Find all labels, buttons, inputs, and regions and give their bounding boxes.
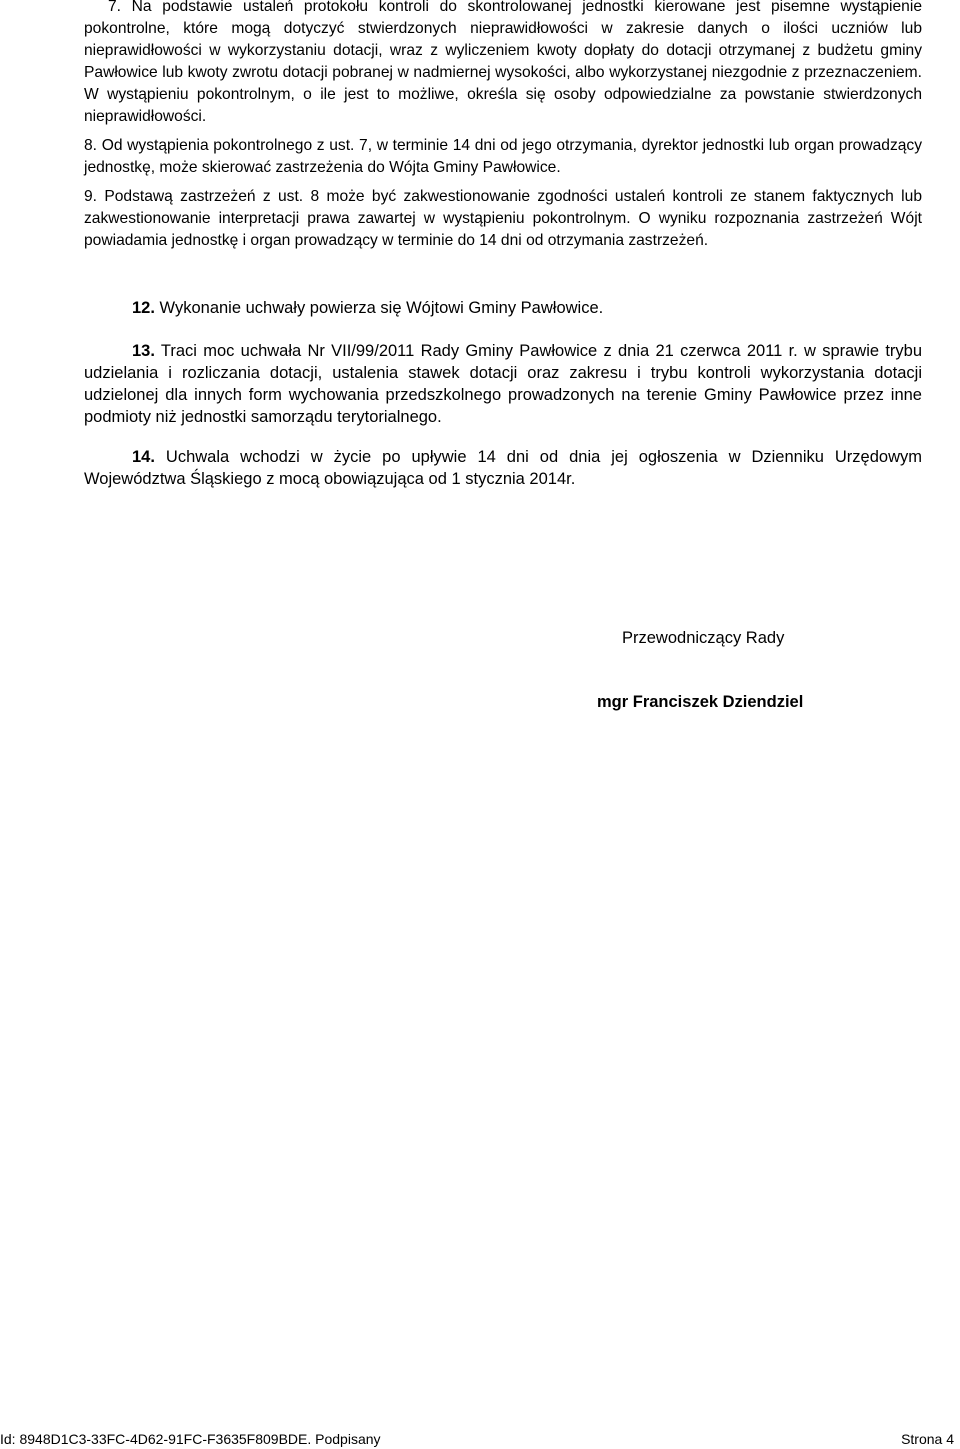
item-number: 7. bbox=[108, 0, 122, 15]
paragraph-13 bbox=[84, 340, 922, 428]
paragraph-12 bbox=[84, 297, 922, 319]
paragraph-text: Uchwala wchodzi w życie po upływie 14 dni od dnia jej ogłoszenia w Dzienniku Urzędowym Województwa Śląskiego z mocą obowiązująca od 1 stycznia 2014r. bbox=[84, 448, 922, 488]
signature-name: mgr Franciszek Dziendziel bbox=[597, 693, 804, 711]
item-number: 8. bbox=[84, 137, 98, 154]
paragraph-number: 13. bbox=[132, 342, 155, 360]
signature-title: Przewodniczący Rady bbox=[622, 629, 785, 647]
item-text: Podstawą zastrzeżeń z ust. 8 może być zakwestionowanie zgodności ustaleń kontroli ze stanem faktycznych lub zakwestionowanie interpretacji prawa zawartej w wystąpieniu pokontrolnym. O wyniku rozpoznania zastrzeżeń Wójt powiadamia jednostkę i organ prowadzący w terminie do 14 dni od otrzymania zastrzeżeń. bbox=[84, 188, 922, 249]
item-text: Od wystąpienia pokontrolnego z ust. 7, w terminie 14 dni od jego otrzymania, dyrektor jednostki lub organ prowadzący jednostkę, może skierować zastrzeżenia do Wójta Gminy Pawłowice. bbox=[84, 137, 923, 176]
footer-page-number: Strona 4 bbox=[901, 1431, 954, 1447]
item-number: 9. bbox=[84, 188, 98, 205]
paragraph-text: Traci moc uchwała Nr VII/99/2011 Rady Gminy Pawłowice z dnia 21 czerwca 2011 r. w sprawie trybu udzielania i rozliczania dotacji, ustalenia stawek dotacji oraz zakresu i trybu kontroli wykorzystania dotacji udzielonej dla innych form wychowania przedszkolnego prowadzonych na terenie Gminy Pawłowice przez inne podmioty niż jednostki samorządu terytorialnego. bbox=[84, 342, 922, 426]
numbered-items bbox=[84, 0, 922, 259]
item-8 bbox=[84, 135, 922, 179]
item-text: Na podstawie ustaleń protokołu kontroli do skontrolowanej jednostki kierowane jest pisemne wystąpienie pokontrolne, które mogą dotyczyć stwierdzonych nieprawidłowości w zakresie danych o ilości uczniów lub nieprawidłowości w wykorzystaniu dotacji, wraz z wyliczeniem kwoty dopłaty do dotacji otrzymanej z budżetu gminy Pawłowice lub kwoty zwrotu dotacji pobranej w nadmiernej wysokości, albo wykorzystanej niezgodnie z przeznaczeniem. W wystąpieniu pokontrolnym, o ile jest to możliwe, określa się osoby odpowiedzialne za powstanie stwierdzonych nieprawidłowości. bbox=[84, 0, 922, 125]
footer-document-id: Id: 8948D1C3-33FC-4D62-91FC-F3635F809BDE. Podpisany bbox=[0, 1431, 381, 1447]
paragraph-number: 14. bbox=[132, 448, 155, 466]
paragraph-number: 12. bbox=[132, 299, 155, 317]
item-7 bbox=[84, 0, 922, 128]
paragraph-text: Wykonanie uchwały powierza się Wójtowi Gminy Pawłowice. bbox=[159, 299, 604, 317]
item-9 bbox=[84, 186, 922, 252]
paragraph-14 bbox=[84, 446, 922, 490]
